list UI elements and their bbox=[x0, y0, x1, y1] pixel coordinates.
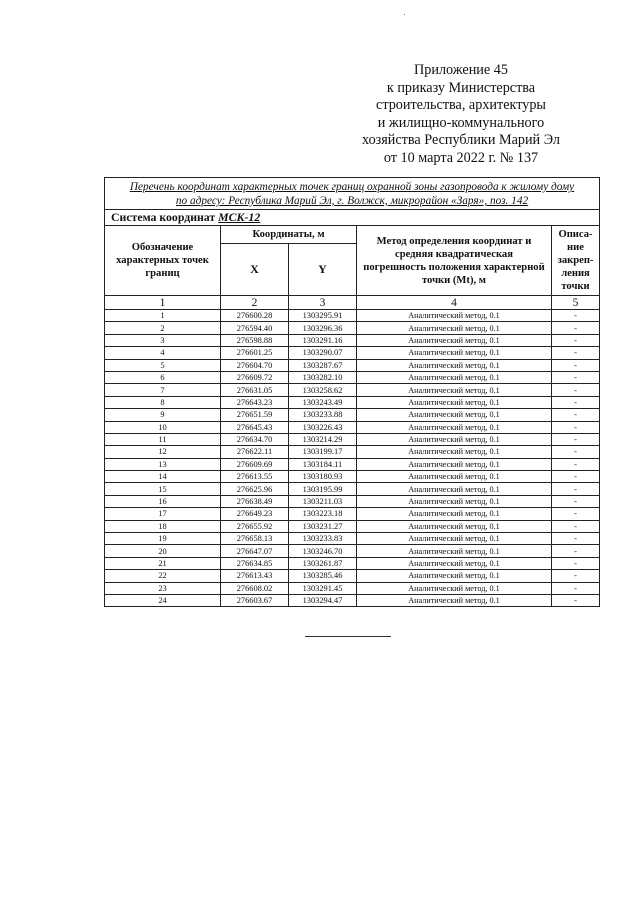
coord-x: 276603.67 bbox=[221, 594, 289, 606]
appendix-line: строительства, архитектуры bbox=[376, 97, 546, 114]
coord-x: 276601.25 bbox=[221, 347, 289, 359]
appendix-header bbox=[341, 62, 581, 168]
coordinate-system-value: МСК-12 bbox=[218, 210, 261, 224]
point-number: 16 bbox=[105, 495, 221, 507]
header-point: Обозначение характерных точек границ bbox=[105, 226, 221, 296]
method: Аналитический метод, 0.1 bbox=[357, 310, 552, 322]
method: Аналитический метод, 0.1 bbox=[357, 533, 552, 545]
coord-y: 1303195.99 bbox=[289, 483, 357, 495]
fixing-description: - bbox=[552, 520, 600, 532]
table-row bbox=[105, 570, 600, 582]
table-row bbox=[105, 471, 600, 483]
fixing-description: - bbox=[552, 458, 600, 470]
header-method: Метод определения координат и средняя квадратическая погрешность положения характерной точки (Mt), м bbox=[357, 226, 552, 296]
appendix-line: к приказу Министерства bbox=[386, 79, 536, 96]
appendix-line: от 10 марта 2022 г. № 137 bbox=[383, 149, 539, 166]
table-row bbox=[105, 384, 600, 396]
coord-x: 276645.43 bbox=[221, 421, 289, 433]
coord-x: 276649.23 bbox=[221, 508, 289, 520]
table-row bbox=[105, 520, 600, 532]
table-row bbox=[105, 421, 600, 433]
table-row bbox=[105, 495, 600, 507]
coord-x: 276613.55 bbox=[221, 471, 289, 483]
point-number: 24 bbox=[105, 594, 221, 606]
fixing-description: - bbox=[552, 471, 600, 483]
point-number: 4 bbox=[105, 347, 221, 359]
method: Аналитический метод, 0.1 bbox=[357, 359, 552, 371]
column-number: 1 bbox=[105, 296, 221, 310]
table-row bbox=[105, 433, 600, 445]
fixing-description: - bbox=[552, 310, 600, 322]
coord-x: 276594.40 bbox=[221, 322, 289, 334]
point-number: 10 bbox=[105, 421, 221, 433]
point-number: 3 bbox=[105, 334, 221, 346]
table-row bbox=[105, 557, 600, 569]
method: Аналитический метод, 0.1 bbox=[357, 396, 552, 408]
point-number: 17 bbox=[105, 508, 221, 520]
method: Аналитический метод, 0.1 bbox=[357, 433, 552, 445]
point-number: 11 bbox=[105, 433, 221, 445]
method: Аналитический метод, 0.1 bbox=[357, 594, 552, 606]
column-number: 3 bbox=[289, 296, 357, 310]
table-row bbox=[105, 594, 600, 606]
coord-y: 1303291.45 bbox=[289, 582, 357, 594]
table-row bbox=[105, 322, 600, 334]
column-numbers-row bbox=[105, 296, 600, 310]
coord-y: 1303290.07 bbox=[289, 347, 357, 359]
point-number: 2 bbox=[105, 322, 221, 334]
method: Аналитический метод, 0.1 bbox=[357, 347, 552, 359]
coord-y: 1303233.83 bbox=[289, 533, 357, 545]
fixing-description: - bbox=[552, 371, 600, 383]
header-desc: Описа-ние закреп-ления точки bbox=[552, 226, 600, 296]
coord-x: 276658.13 bbox=[221, 533, 289, 545]
fixing-description: - bbox=[552, 347, 600, 359]
table-row bbox=[105, 371, 600, 383]
coordinates-table bbox=[104, 177, 600, 607]
method: Аналитический метод, 0.1 bbox=[357, 471, 552, 483]
table-row bbox=[105, 458, 600, 470]
coord-x: 276600.28 bbox=[221, 310, 289, 322]
point-number: 6 bbox=[105, 371, 221, 383]
column-number: 4 bbox=[357, 296, 552, 310]
fixing-description: - bbox=[552, 582, 600, 594]
coord-x: 276609.72 bbox=[221, 371, 289, 383]
point-number: 15 bbox=[105, 483, 221, 495]
table-row bbox=[105, 582, 600, 594]
table-row bbox=[105, 533, 600, 545]
coord-y: 1303296.36 bbox=[289, 322, 357, 334]
method: Аналитический метод, 0.1 bbox=[357, 570, 552, 582]
coord-y: 1303295.91 bbox=[289, 310, 357, 322]
coord-x: 276651.59 bbox=[221, 409, 289, 421]
coord-y: 1303285.46 bbox=[289, 570, 357, 582]
method: Аналитический метод, 0.1 bbox=[357, 582, 552, 594]
coord-x: 276631.05 bbox=[221, 384, 289, 396]
method: Аналитический метод, 0.1 bbox=[357, 458, 552, 470]
point-number: 12 bbox=[105, 446, 221, 458]
point-number: 20 bbox=[105, 545, 221, 557]
coord-y: 1303199.17 bbox=[289, 446, 357, 458]
fixing-description: - bbox=[552, 446, 600, 458]
fixing-description: - bbox=[552, 433, 600, 445]
table-row bbox=[105, 446, 600, 458]
coord-x: 276625.96 bbox=[221, 483, 289, 495]
coordinates-table-wrapper bbox=[104, 177, 599, 607]
appendix-line: и жилищно-коммунального bbox=[377, 114, 545, 131]
point-number: 22 bbox=[105, 570, 221, 582]
signature-line bbox=[305, 636, 391, 637]
point-number: 14 bbox=[105, 471, 221, 483]
coord-x: 276634.85 bbox=[221, 557, 289, 569]
table-title-line2: по адресу: Республика Марий Эл, г. Волжск, микрорайон «Заря», поз. 142 bbox=[175, 195, 529, 207]
coord-y: 1303184.11 bbox=[289, 458, 357, 470]
table-row bbox=[105, 359, 600, 371]
coord-y: 1303258.62 bbox=[289, 384, 357, 396]
method: Аналитический метод, 0.1 bbox=[357, 545, 552, 557]
method: Аналитический метод, 0.1 bbox=[357, 557, 552, 569]
coord-x: 276598.88 bbox=[221, 334, 289, 346]
coord-y: 1303226.43 bbox=[289, 421, 357, 433]
coord-x: 276604.70 bbox=[221, 359, 289, 371]
fixing-description: - bbox=[552, 421, 600, 433]
fixing-description: - bbox=[552, 533, 600, 545]
coordinate-system bbox=[105, 210, 600, 226]
header-x: X bbox=[221, 244, 289, 296]
point-number: 19 bbox=[105, 533, 221, 545]
method: Аналитический метод, 0.1 bbox=[357, 421, 552, 433]
coord-x: 276643.23 bbox=[221, 396, 289, 408]
header-y: Y bbox=[289, 244, 357, 296]
point-number: 7 bbox=[105, 384, 221, 396]
header-coords: Координаты, м bbox=[221, 226, 357, 244]
fixing-description: - bbox=[552, 322, 600, 334]
fixing-description: - bbox=[552, 545, 600, 557]
point-number: 13 bbox=[105, 458, 221, 470]
coord-x: 276634.70 bbox=[221, 433, 289, 445]
fixing-description: - bbox=[552, 384, 600, 396]
scan-speck bbox=[404, 14, 405, 15]
point-number: 5 bbox=[105, 359, 221, 371]
coord-y: 1303282.10 bbox=[289, 371, 357, 383]
fixing-description: - bbox=[552, 508, 600, 520]
coord-x: 276638.49 bbox=[221, 495, 289, 507]
fixing-description: - bbox=[552, 495, 600, 507]
coord-y: 1303214.29 bbox=[289, 433, 357, 445]
table-row bbox=[105, 409, 600, 421]
method: Аналитический метод, 0.1 bbox=[357, 322, 552, 334]
point-number: 1 bbox=[105, 310, 221, 322]
coord-y: 1303291.16 bbox=[289, 334, 357, 346]
coord-y: 1303223.18 bbox=[289, 508, 357, 520]
coord-y: 1303211.03 bbox=[289, 495, 357, 507]
method: Аналитический метод, 0.1 bbox=[357, 495, 552, 507]
coord-x: 276647.07 bbox=[221, 545, 289, 557]
fixing-description: - bbox=[552, 334, 600, 346]
column-number: 5 bbox=[552, 296, 600, 310]
method: Аналитический метод, 0.1 bbox=[357, 446, 552, 458]
coord-y: 1303287.67 bbox=[289, 359, 357, 371]
coord-y: 1303180.93 bbox=[289, 471, 357, 483]
fixing-description: - bbox=[552, 594, 600, 606]
method: Аналитический метод, 0.1 bbox=[357, 520, 552, 532]
coord-y: 1303294.47 bbox=[289, 594, 357, 606]
point-number: 9 bbox=[105, 409, 221, 421]
coord-x: 276613.43 bbox=[221, 570, 289, 582]
coord-x: 276608.02 bbox=[221, 582, 289, 594]
fixing-description: - bbox=[552, 359, 600, 371]
table-title bbox=[105, 178, 600, 210]
coord-y: 1303231.27 bbox=[289, 520, 357, 532]
coord-y: 1303243.49 bbox=[289, 396, 357, 408]
fixing-description: - bbox=[552, 557, 600, 569]
table-row bbox=[105, 545, 600, 557]
method: Аналитический метод, 0.1 bbox=[357, 371, 552, 383]
method: Аналитический метод, 0.1 bbox=[357, 384, 552, 396]
coord-x: 276622.11 bbox=[221, 446, 289, 458]
coord-x: 276609.69 bbox=[221, 458, 289, 470]
point-number: 8 bbox=[105, 396, 221, 408]
table-row bbox=[105, 347, 600, 359]
fixing-description: - bbox=[552, 396, 600, 408]
coord-y: 1303233.88 bbox=[289, 409, 357, 421]
method: Аналитический метод, 0.1 bbox=[357, 409, 552, 421]
coordinate-system-label: Система координат bbox=[111, 210, 216, 224]
coord-y: 1303261.87 bbox=[289, 557, 357, 569]
table-title-line1: Перечень координат характерных точек границ охранной зоны газопровода к жилому дому bbox=[129, 181, 575, 193]
table-row bbox=[105, 396, 600, 408]
table-row bbox=[105, 310, 600, 322]
point-number: 21 bbox=[105, 557, 221, 569]
method: Аналитический метод, 0.1 bbox=[357, 508, 552, 520]
appendix-line: Приложение 45 bbox=[414, 62, 508, 78]
table-row bbox=[105, 334, 600, 346]
appendix-line: хозяйства Республики Марий Эл bbox=[362, 132, 560, 149]
coord-x: 276655.92 bbox=[221, 520, 289, 532]
fixing-description: - bbox=[552, 570, 600, 582]
method: Аналитический метод, 0.1 bbox=[357, 483, 552, 495]
table-row bbox=[105, 508, 600, 520]
point-number: 23 bbox=[105, 582, 221, 594]
coord-y: 1303246.70 bbox=[289, 545, 357, 557]
table-row bbox=[105, 483, 600, 495]
fixing-description: - bbox=[552, 409, 600, 421]
method: Аналитический метод, 0.1 bbox=[357, 334, 552, 346]
fixing-description: - bbox=[552, 483, 600, 495]
point-number: 18 bbox=[105, 520, 221, 532]
column-number: 2 bbox=[221, 296, 289, 310]
